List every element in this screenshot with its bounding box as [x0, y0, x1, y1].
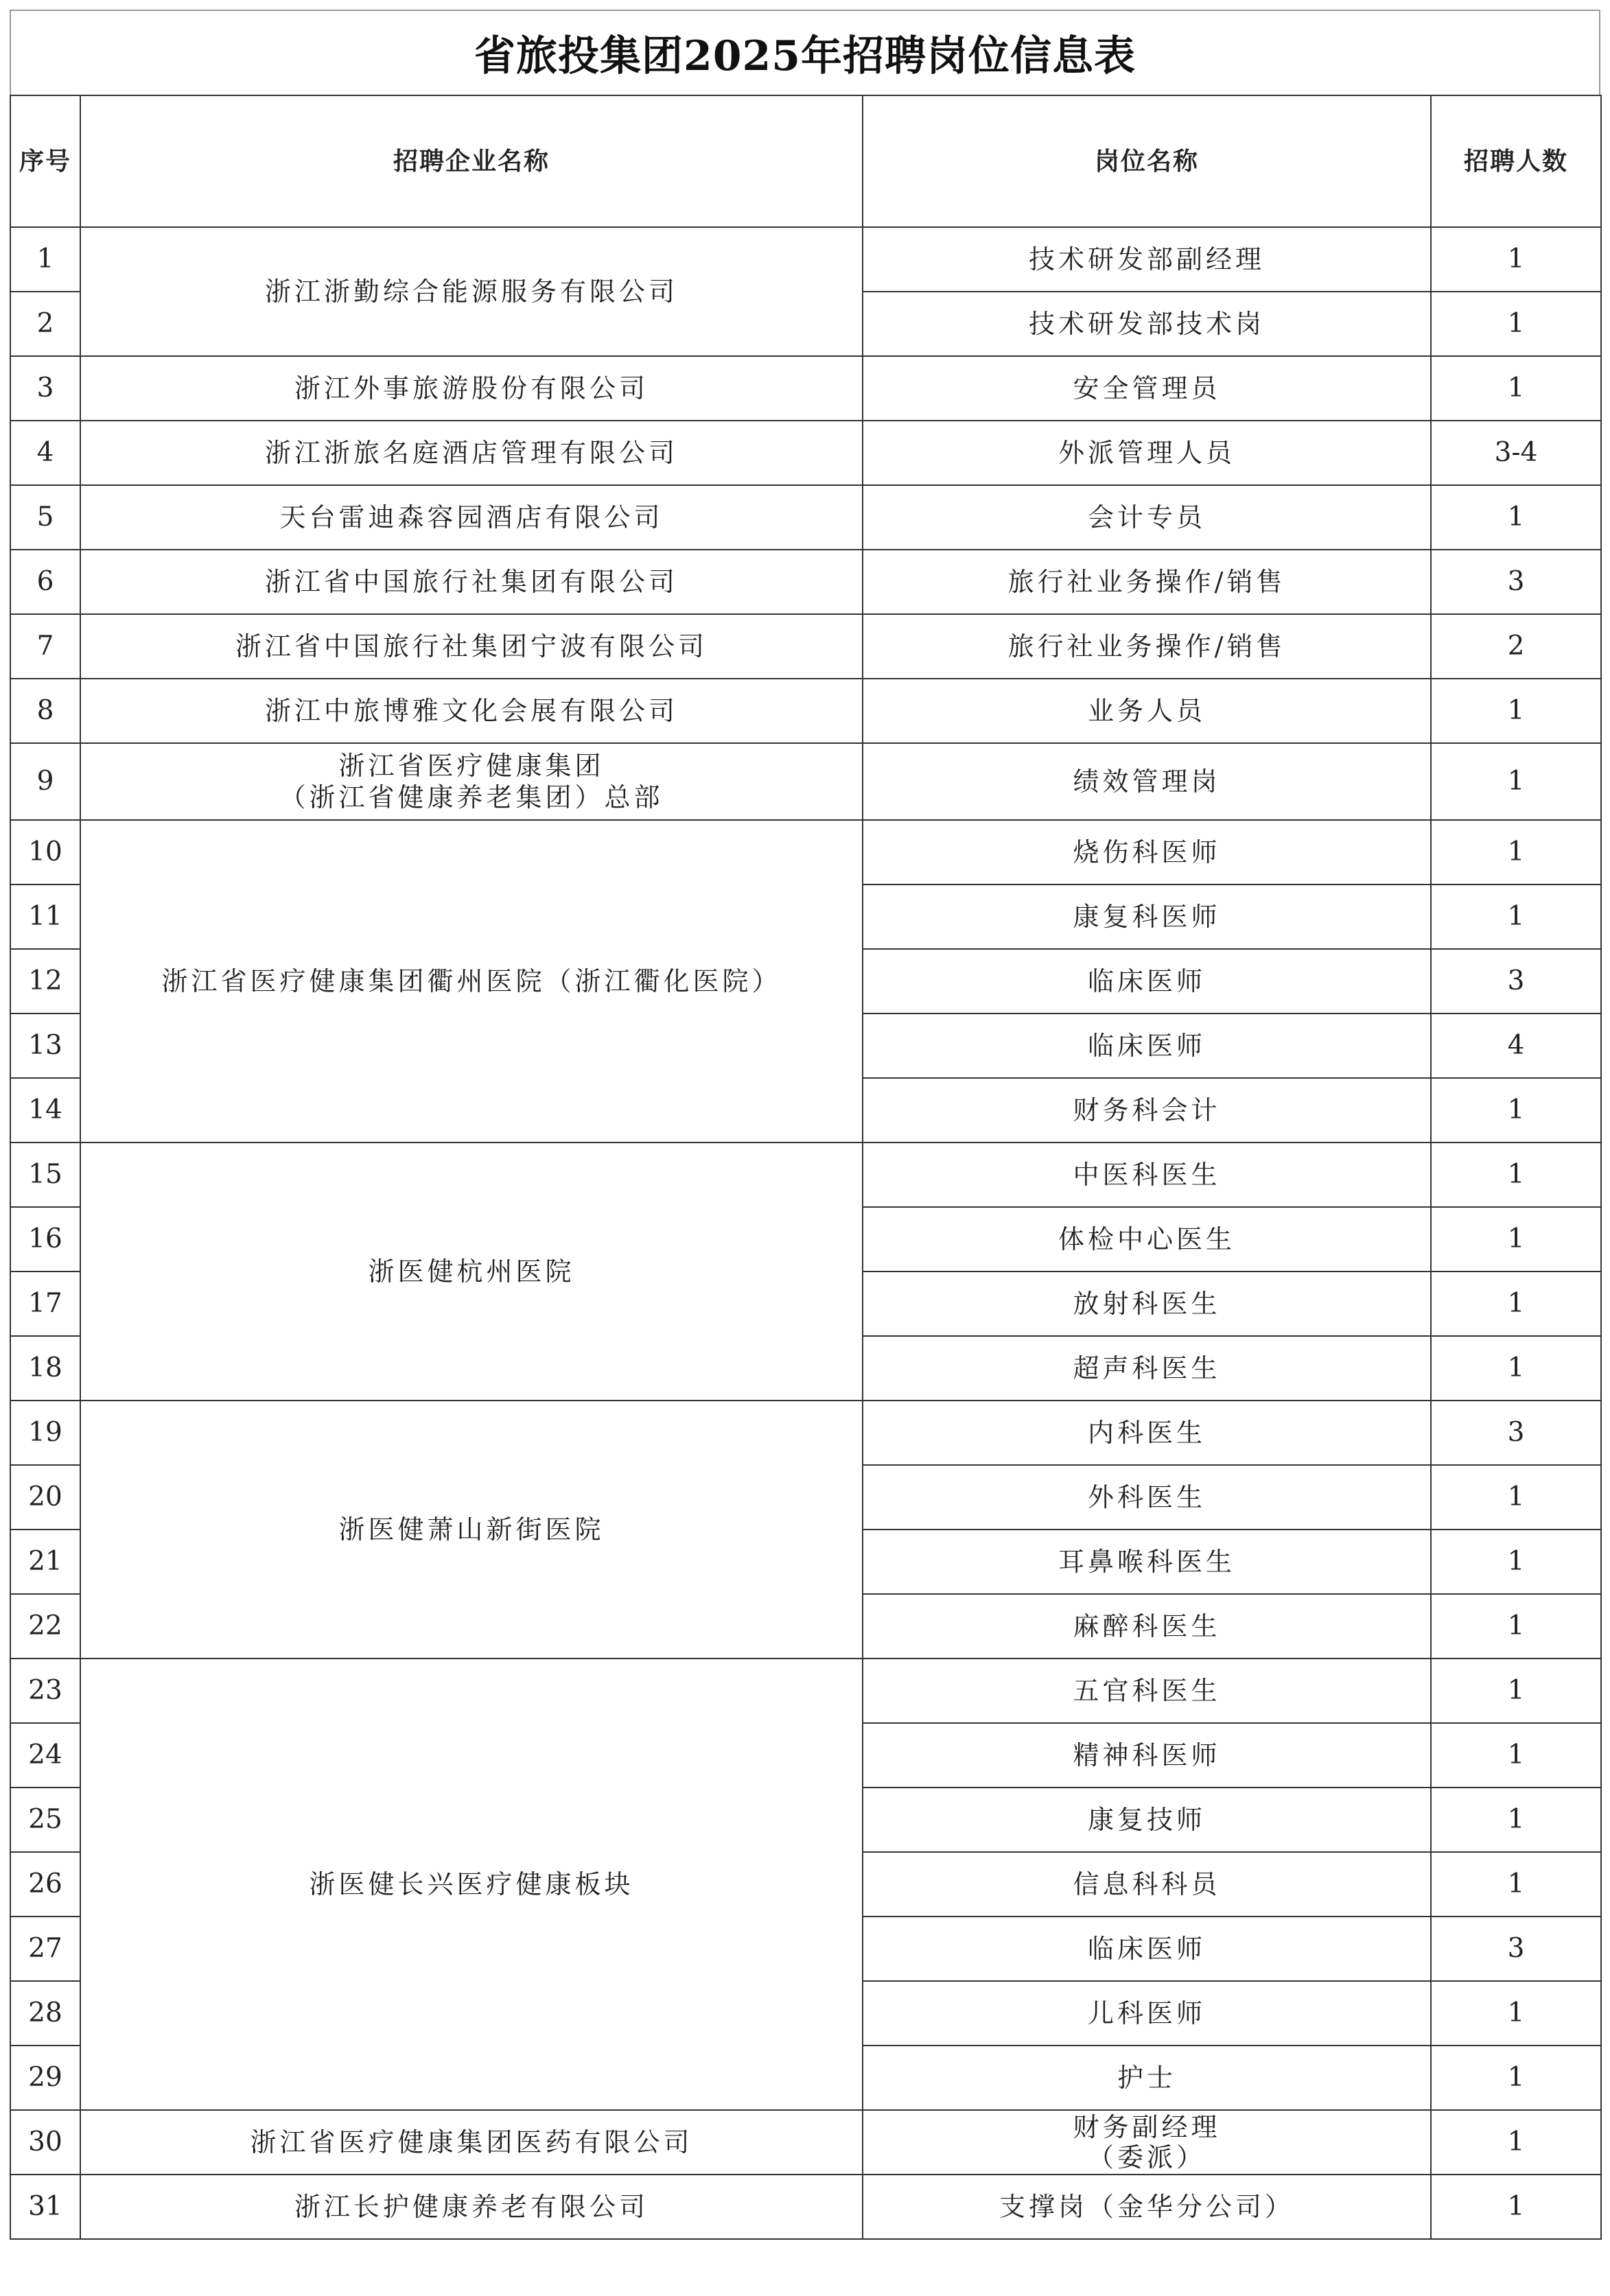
row-position: 财务副经理 （委派） — [863, 2110, 1431, 2175]
row-count: 1 — [1431, 1465, 1601, 1530]
table-row — [10, 227, 1601, 292]
row-seq: 24 — [10, 1723, 80, 1788]
row-position: 中医科医生 — [863, 1143, 1431, 1207]
row-seq: 21 — [10, 1530, 80, 1594]
row-seq: 1 — [10, 227, 80, 292]
row-seq: 11 — [10, 885, 80, 949]
row-count: 3 — [1431, 550, 1601, 614]
row-company: 浙江省医疗健康集团医药有限公司 — [80, 2110, 863, 2175]
row-position: 临床医师 — [863, 1917, 1431, 1981]
row-count: 1 — [1431, 1272, 1601, 1336]
row-count: 1 — [1431, 679, 1601, 743]
row-seq: 8 — [10, 679, 80, 743]
row-seq: 17 — [10, 1272, 80, 1336]
row-position: 绩效管理岗 — [863, 743, 1431, 820]
row-position: 临床医师 — [863, 1014, 1431, 1078]
row-count: 1 — [1431, 820, 1601, 885]
row-count: 1 — [1431, 885, 1601, 949]
row-seq: 2 — [10, 292, 80, 356]
row-seq: 30 — [10, 2110, 80, 2175]
row-seq: 15 — [10, 1143, 80, 1207]
row-position: 超声科医生 — [863, 1336, 1431, 1401]
row-position: 放射科医生 — [863, 1272, 1431, 1336]
row-seq: 13 — [10, 1014, 80, 1078]
row-position: 内科医生 — [863, 1401, 1431, 1465]
row-position: 康复科医师 — [863, 885, 1431, 949]
row-count: 1 — [1431, 356, 1601, 421]
table-row — [10, 356, 1601, 421]
row-count: 1 — [1431, 743, 1601, 820]
table-row — [10, 743, 1601, 820]
table-title: 省旅投集团2025年招聘岗位信息表 — [10, 10, 1600, 95]
table-row — [10, 614, 1601, 679]
row-seq: 29 — [10, 2046, 80, 2110]
header-count: 招聘人数 — [1431, 95, 1601, 227]
row-count: 1 — [1431, 1530, 1601, 1594]
row-position: 体检中心医生 — [863, 1207, 1431, 1272]
row-position: 旅行社业务操作/销售 — [863, 614, 1431, 679]
table-row — [10, 421, 1601, 485]
row-count: 1 — [1431, 1207, 1601, 1272]
header-position: 岗位名称 — [863, 95, 1431, 227]
row-position: 外科医生 — [863, 1465, 1431, 1530]
row-company: 天台雷迪森容园酒店有限公司 — [80, 485, 863, 550]
row-seq: 20 — [10, 1465, 80, 1530]
row-count: 1 — [1431, 1659, 1601, 1723]
header-row — [10, 95, 1601, 227]
table-row — [10, 820, 1601, 885]
row-seq: 16 — [10, 1207, 80, 1272]
row-position: 护士 — [863, 2046, 1431, 2110]
row-position: 支撑岗（金华分公司） — [863, 2175, 1431, 2239]
row-position: 技术研发部技术岗 — [863, 292, 1431, 356]
recruitment-sheet — [10, 10, 1600, 2240]
row-seq: 27 — [10, 1917, 80, 1981]
row-company: 浙江长护健康养老有限公司 — [80, 2175, 863, 2239]
row-company: 浙江浙勤综合能源服务有限公司 — [80, 227, 863, 356]
header-seq: 序号 — [10, 95, 80, 227]
row-count: 3 — [1431, 1917, 1601, 1981]
row-seq: 18 — [10, 1336, 80, 1401]
header-company: 招聘企业名称 — [80, 95, 863, 227]
row-position: 业务人员 — [863, 679, 1431, 743]
row-company: 浙医健萧山新街医院 — [80, 1401, 863, 1659]
row-position: 耳鼻喉科医生 — [863, 1530, 1431, 1594]
row-count: 3 — [1431, 949, 1601, 1014]
row-seq: 26 — [10, 1852, 80, 1917]
row-seq: 31 — [10, 2175, 80, 2239]
row-position: 旅行社业务操作/销售 — [863, 550, 1431, 614]
row-count: 1 — [1431, 1143, 1601, 1207]
row-seq: 25 — [10, 1788, 80, 1852]
table-row — [10, 1401, 1601, 1465]
table-row — [10, 1659, 1601, 1723]
row-count: 1 — [1431, 1078, 1601, 1143]
row-seq: 7 — [10, 614, 80, 679]
row-seq: 9 — [10, 743, 80, 820]
row-count: 1 — [1431, 227, 1601, 292]
row-company: 浙江浙旅名庭酒店管理有限公司 — [80, 421, 863, 485]
row-company: 浙江省中国旅行社集团宁波有限公司 — [80, 614, 863, 679]
row-position: 康复技师 — [863, 1788, 1431, 1852]
row-position: 烧伤科医师 — [863, 820, 1431, 885]
row-position: 技术研发部副经理 — [863, 227, 1431, 292]
table-row — [10, 2110, 1601, 2175]
row-count: 1 — [1431, 1594, 1601, 1659]
row-position: 信息科科员 — [863, 1852, 1431, 1917]
row-count: 1 — [1431, 1981, 1601, 2046]
row-position: 会计专员 — [863, 485, 1431, 550]
row-count: 4 — [1431, 1014, 1601, 1078]
row-seq: 3 — [10, 356, 80, 421]
row-count: 1 — [1431, 1336, 1601, 1401]
row-seq: 22 — [10, 1594, 80, 1659]
row-position: 儿科医师 — [863, 1981, 1431, 2046]
row-seq: 28 — [10, 1981, 80, 2046]
table-row — [10, 1143, 1601, 1207]
table-row — [10, 679, 1601, 743]
row-position: 临床医师 — [863, 949, 1431, 1014]
row-seq: 5 — [10, 485, 80, 550]
row-position: 财务科会计 — [863, 1078, 1431, 1143]
row-position: 安全管理员 — [863, 356, 1431, 421]
row-count: 1 — [1431, 292, 1601, 356]
row-seq: 23 — [10, 1659, 80, 1723]
row-count: 1 — [1431, 2046, 1601, 2110]
row-company: 浙江外事旅游股份有限公司 — [80, 356, 863, 421]
row-count: 1 — [1431, 1723, 1601, 1788]
row-count: 2 — [1431, 614, 1601, 679]
row-company: 浙医健杭州医院 — [80, 1143, 863, 1401]
row-count: 1 — [1431, 2110, 1601, 2175]
row-count: 1 — [1431, 485, 1601, 550]
row-seq: 4 — [10, 421, 80, 485]
row-company: 浙医健长兴医疗健康板块 — [80, 1659, 863, 2110]
recruitment-table — [10, 95, 1602, 2240]
row-count: 3-4 — [1431, 421, 1601, 485]
row-company: 浙江中旅博雅文化会展有限公司 — [80, 679, 863, 743]
table-row — [10, 2175, 1601, 2239]
row-position: 精神科医师 — [863, 1723, 1431, 1788]
row-company: 浙江省中国旅行社集团有限公司 — [80, 550, 863, 614]
row-position: 麻醉科医生 — [863, 1594, 1431, 1659]
row-count: 3 — [1431, 1401, 1601, 1465]
row-seq: 12 — [10, 949, 80, 1014]
row-seq: 19 — [10, 1401, 80, 1465]
row-seq: 14 — [10, 1078, 80, 1143]
row-position: 五官科医生 — [863, 1659, 1431, 1723]
row-count: 1 — [1431, 1852, 1601, 1917]
row-count: 1 — [1431, 1788, 1601, 1852]
row-seq: 6 — [10, 550, 80, 614]
row-position: 外派管理人员 — [863, 421, 1431, 485]
table-row — [10, 550, 1601, 614]
row-count: 1 — [1431, 2175, 1601, 2239]
table-row — [10, 485, 1601, 550]
row-company: 浙江省医疗健康集团衢州医院（浙江衢化医院） — [80, 820, 863, 1143]
row-seq: 10 — [10, 820, 80, 885]
row-company: 浙江省医疗健康集团 （浙江省健康养老集团）总部 — [80, 743, 863, 820]
